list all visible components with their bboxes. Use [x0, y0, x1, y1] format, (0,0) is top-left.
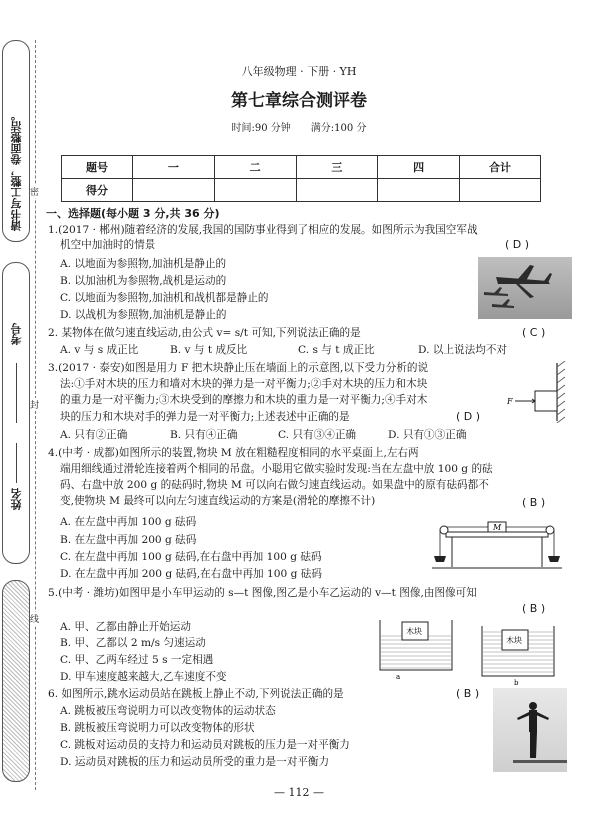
q3-option: C. 只有③④正确 [278, 429, 357, 441]
score-cell [296, 179, 378, 202]
time-score-meta: 时间:90 分钟 满分:100 分 [231, 123, 367, 134]
score-cell [133, 179, 215, 202]
force-label: F [507, 397, 513, 406]
q6-option: A. 跳板被压弯说明力可以改变物体的运动状态 [60, 705, 276, 717]
q4-stem-line: 端用细线通过滑轮连接着两个相同的吊盘。小聪用它做实验时发现:当在左盘中放 100 g 的砝 [60, 463, 493, 475]
q6-option: B. 跳板被压弯说明力可以改变物体的形状 [60, 722, 255, 734]
q2-option: D. 以上说法均不对 [418, 344, 508, 356]
score-table-score-row [62, 179, 541, 202]
page-title: 第七章综合测评卷 [231, 91, 367, 111]
name-line [16, 443, 17, 483]
wood-block-b-label: 木块 [506, 636, 522, 645]
seal-mark-feng: 封 [30, 398, 39, 411]
slogan-text: 请书写工整，卷面整洁。 [10, 110, 23, 231]
left-pulley-icon [440, 526, 448, 534]
q5-answer: ( B ) [522, 602, 546, 615]
score-header-cell: 二 [214, 156, 296, 179]
page-number: — 112 — [274, 786, 324, 799]
right-pan-icon [548, 556, 560, 562]
section-heading: 一、选择题(每小题 3 分,共 36 分) [46, 207, 220, 220]
q4-pulley-table-figure [432, 512, 562, 572]
wood-block-a-label: 木块 [406, 627, 422, 636]
figure-a-caption: a [396, 673, 401, 680]
score-table-header-row [62, 156, 541, 179]
q1-option: B. 以加油机为参照物,战机是运动的 [60, 275, 227, 287]
springboard [513, 760, 567, 763]
score-table [61, 155, 541, 202]
q4-option: C. 在左盘中再加 100 g 砝码,在右盘中再加 100 g 砝码 [60, 551, 322, 563]
score-header-cell: 合计 [460, 156, 541, 179]
q1-stem-line: 机空中加油时的情景 [60, 239, 156, 251]
q3-option: A. 只有②正确 [60, 429, 128, 441]
score-header-cell: 四 [378, 156, 460, 179]
seal-mark-mi: 密 [30, 185, 39, 198]
score-row-label: 得分 [62, 179, 133, 202]
score-cell [378, 179, 460, 202]
q2-option: B. v 与 t 成反比 [170, 344, 248, 356]
q4-stem-line: 4.(中考 · 成都)如图所示的装置,物块 M 放在粗糙程度相同的水平桌面上,左右两 [48, 447, 419, 459]
score-header-cell: 三 [296, 156, 378, 179]
q4-option: B. 在左盘中再加 200 g 砝码 [60, 534, 197, 546]
score-header-cell: 题号 [62, 156, 133, 179]
q2-option: C. s 与 t 成正比 [298, 344, 375, 356]
figure-b-caption: b [514, 679, 519, 686]
seal-dashed-line [35, 40, 37, 790]
q5-stem-line: 5.(中考 · 潍坊)如图甲是小车甲运动的 s—t 图像,图乙是小车乙运动的 v—t 图像,由图像可知 [48, 587, 477, 599]
q3-stem-line: 的重力是一对平衡力;③木块受到的摩擦力和木块的重力是一对平衡力;④手对木 [60, 394, 428, 406]
q3-wall-block-figure [505, 361, 577, 423]
seal-mark-xian: 线 [30, 612, 39, 625]
series-label: 八年级物理 · 下册 · YH [241, 65, 357, 78]
block-m-label: M [493, 523, 502, 532]
q4-option: D. 在左盘中再加 200 g 砝码,在右盘中再加 100 g 砝码 [60, 568, 322, 580]
q3-answer: ( D ) [456, 410, 481, 423]
score-header-cell: 一 [133, 156, 215, 179]
q6-stem-line: 6. 如图所示,跳水运动员站在跳板上静止不动,下列说法正确的是 [48, 688, 344, 700]
q6-diver-photo [493, 688, 567, 772]
q5-option: D. 甲车速度越来越大,乙车速度不变 [60, 671, 227, 683]
q3-stem-line: 3.(2017 · 泰安)如图是用力 F 把木块静止压在墙面上的示意图,以下受力分析的说 [48, 362, 429, 374]
q4-stem-line: 变,使物块 M 最终可以向左匀速直线运动的方案是(滑轮的摩擦不计) [60, 495, 376, 507]
right-pulley-icon [546, 526, 554, 534]
score-cell [460, 179, 541, 202]
q5-option: B. 甲、乙都以 2 m/s 匀速运动 [60, 637, 206, 649]
q3-option: B. 只有④正确 [170, 429, 238, 441]
q3-stem-line: 法:①手对木块的压力和墙对木块的弹力是一对平衡力;②手对木块的压力和木块 [60, 378, 428, 390]
q5-option: C. 甲、乙两车经过 5 s 一定相遇 [60, 654, 214, 666]
q2-stem-line: 2. 某物体在做匀速直线运动,由公式 v= s/t 可知,下列说法正确的是 [48, 327, 361, 339]
decorative-hatch-pill [2, 580, 30, 782]
q4-answer: ( B ) [522, 496, 546, 509]
student-info-pill [2, 262, 30, 564]
q4-option: A. 在左盘中再加 100 g 砝码 [60, 516, 197, 528]
score-cell [214, 179, 296, 202]
q1-option: D. 以战机为参照物,加油机是静止的 [60, 309, 227, 321]
q2-option: A. v 与 s 成正比 [60, 344, 139, 356]
q5-option: A. 甲、乙都由静止开始运动 [60, 621, 191, 633]
q3-stem-line: 块的压力和木块对手的弹力是一对平衡力;上述表述中正确的是 [60, 411, 350, 423]
q2-answer: ( C ) [522, 326, 546, 339]
q4-stem-line: 码、右盘中放 200 g 的砝码时,物块 M 可以向右做匀速直线运动。如果盘中的原有砝码都不 [60, 479, 489, 491]
left-pan-icon [434, 556, 446, 562]
q1-answer: ( D ) [505, 238, 530, 251]
q6-option: D. 运动员对跳板的压力和运动员所受的重力是一对平衡力 [60, 756, 330, 768]
q1-option: A. 以地面为参照物,加油机是静止的 [60, 258, 227, 270]
q1-refueling-photo [478, 257, 572, 319]
q1-option: C. 以地面为参照物,加油机和战机都是静止的 [60, 292, 269, 304]
q6-option: C. 跳板对运动员的支持力和运动员对跳板的压力是一对平衡力 [60, 739, 350, 751]
q3-option: D. 只有①③正确 [388, 429, 467, 441]
q5-figure-b [478, 624, 558, 686]
exam-no-line [16, 363, 17, 423]
q6-answer: ( B ) [456, 687, 480, 700]
q1-stem-line: 1.(2017 · 郴州)随着经济的发展,我国的国防事业得到了相应的发展。如图所示为我国空军战 [48, 224, 478, 236]
name-label: 姓名 [10, 488, 23, 510]
q5-figure-a [376, 618, 456, 680]
exam-no-label: 考号 [10, 323, 23, 345]
